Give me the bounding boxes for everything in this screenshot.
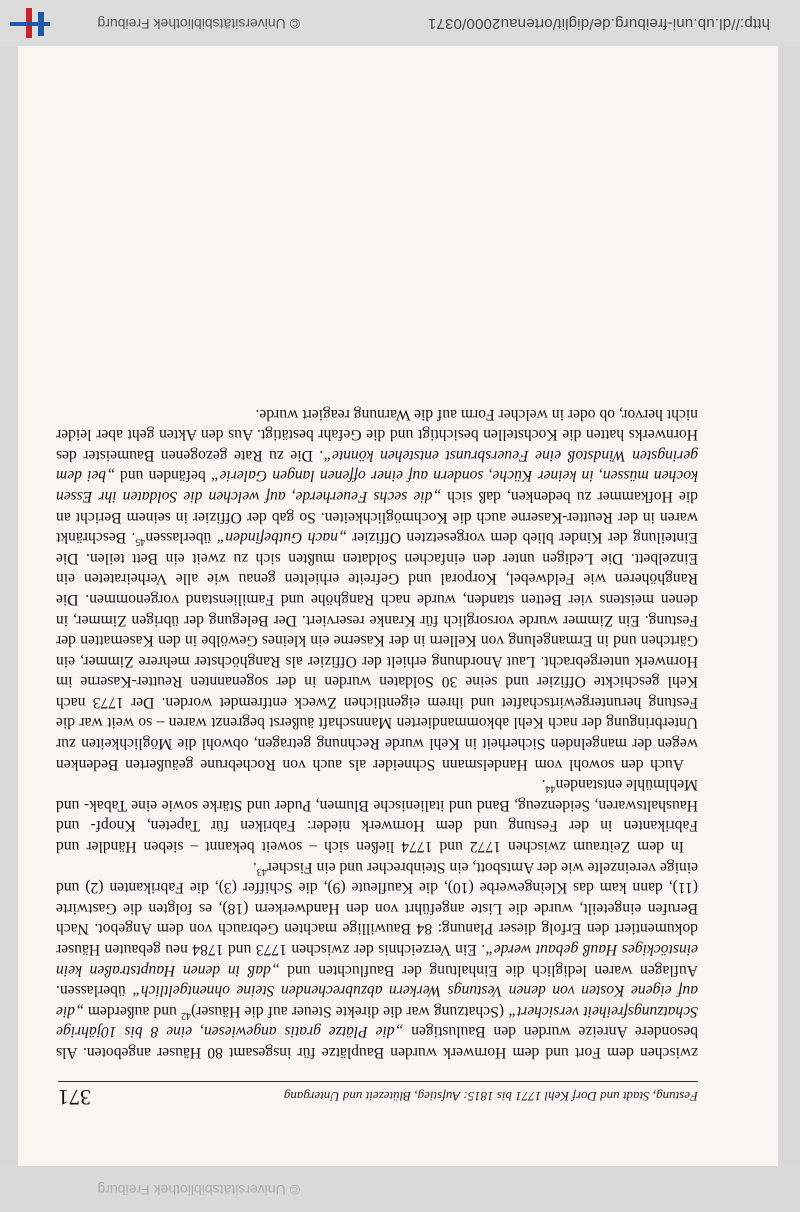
running-head: Festung, Stadt und Dorf Kehl 1771 bis 1815: Aufstieg, Blütezeit und Untergang [283,1089,698,1104]
footnote-ref: 43 [256,865,267,877]
page-number: 371 [58,1085,91,1110]
footnote-ref: 42 [181,1010,192,1021]
paragraph-3: Auch den sowohl vom Handelsmann Schneider als auch von Rochebrune geäußerten Bedenken wegen der mangelnden Sicherheit in Kehl wurde Rechnung getragen, obwohl die Möglichkeiten zur Unterbringung der nach Kehl abkommandierten Mannschaft äußerst begrenzt waren – so weit war die Festung heruntergewirtschaftet und ihrem eigentlichen Zweck entfremdet worden. Der 1773 nach Kehl geschickte Offizier und seine 30 Soldaten wurden in der sogenannten Reutter-Kaserne im Hornwerk untergebracht. Laut Anordnung erhielt der Offizier als Ranghöchster mehrere Zimmer, ein Gärtchen und in Ermangelung von Kellern in der Kaserne ein kleines Gewölbe in den Kasematten der Festung. Ein Zimmer wurde vorsorglich für Kranke reserviert. Der Belegung der übrigen Zimmer, in denen meistens vier Betten standen, wurde nach Ranghöhe und Familienstand vorgenommen. Die Ranghöheren wie Feldwebel, Korporal und Gefreite erhielten genau wie alle Verheirateten ein Einzelbett. Die Ledigen unter den einfachen Soldaten mußten sich zu zweit ein Bett teilen. Die Einteilung der Kinder blieb dem vorgesetzten Offizier „nach Gutbefinden“ überlassen$^{45}$. Beschränkt waren in der Reutter-Kaserne auch die Kochmöglichkeiten. So gab der Offizier in seinem Bericht an die Hofkammer zu bedenken, daß sich „die sechs Feuerherde, auf welchen die Soldaten ihr Essen kochen müssen, in keiner Küche, sondern auf einer offenen langen Galerie“ befänden und „bei dem geringsten Windstoß eine Feuersbrunst entstehen könnte“. Die zu Rate gezogenen Baumeister des Hornwerks hatten die Kochstellen besichtigt und die Gefahr bestätigt. Aus den Akten geht aber leider nicht hervor, ob oder in welcher Form auf die Warnung reagiert wurde. [56,405,698,773]
paragraph-1: zwischen dem Fort und dem Hornwerk wurden Bauplätze für insgesamt 80 Häuser angeboten. Als besondere Anreize wurden den Baulustigen „die Plätze gratis angewiesen, eine 8 bis 10jährige Schatzungsfreiheit versichert“ (Schatzung war die direkte Steuer auf die Häuser)$^{42}$ und außerdem „die auf eigene Kosten von denen Vestungs Werkern abzubrechenden Steine ohnentgeltlich“ überlassen. Auflagen waren lediglich die Einhaltung der Baufluchten und „daß in denen Hauptstraßen kein einstöckiges Hauß gebaut werde“. Ein Verzeichnis der zwischen 1773 und 1784 neu gebauten Häuser dokumentiert den Erfolg dieser Planung: 84 Bauwillige machten Gebrauch von dem Angebot. Nach Berufen eingeteilt, wurde die Liste angeführt von den Handwerkern (18), es folgten die Gastwirte (11), dann kam das Kleingewerbe (10), die Kaufleute (9), die Schiffer (3), die Fabrikanten (2) und einige vereinzelte wie der Amtsbott, ein Steinbrecher und ein Fischer$^{43}$. [55,858,698,1061]
running-header [58,1081,698,1110]
scanned-page [18,46,778,1166]
copyright-faded: © Universitätsbibliothek Freiburg [97,1182,300,1198]
page-url-link[interactable]: http://dl.ub.uni-freiburg.de/diglit/ortenau2000/0371 [427,15,770,32]
university-logo-icon [8,8,50,38]
paragraph-2: In dem Zeitraum zwischen 1772 und 1774 ließen sich – soweit bekannt – sieben Händler und Fabrikanten in der Festung und dem Hornwerk nieder: Fabriken für Tapeten, Knopf- und Haushaltswaren, Seidenzeug, Band und italienische Blumen, Puder und Stärke sowie eine Tabak- und Mehlmühle entstanden$^{44}$. [56,776,698,856]
copyright-notice: © Universitätsbibliothek Freiburg [97,16,300,32]
footnote-ref: 45 [135,536,146,548]
footnote-ref: 44 [545,783,556,795]
body-text [56,403,698,1062]
viewer-top-bar [0,1166,800,1212]
viewer-bottom-bar [0,0,800,46]
